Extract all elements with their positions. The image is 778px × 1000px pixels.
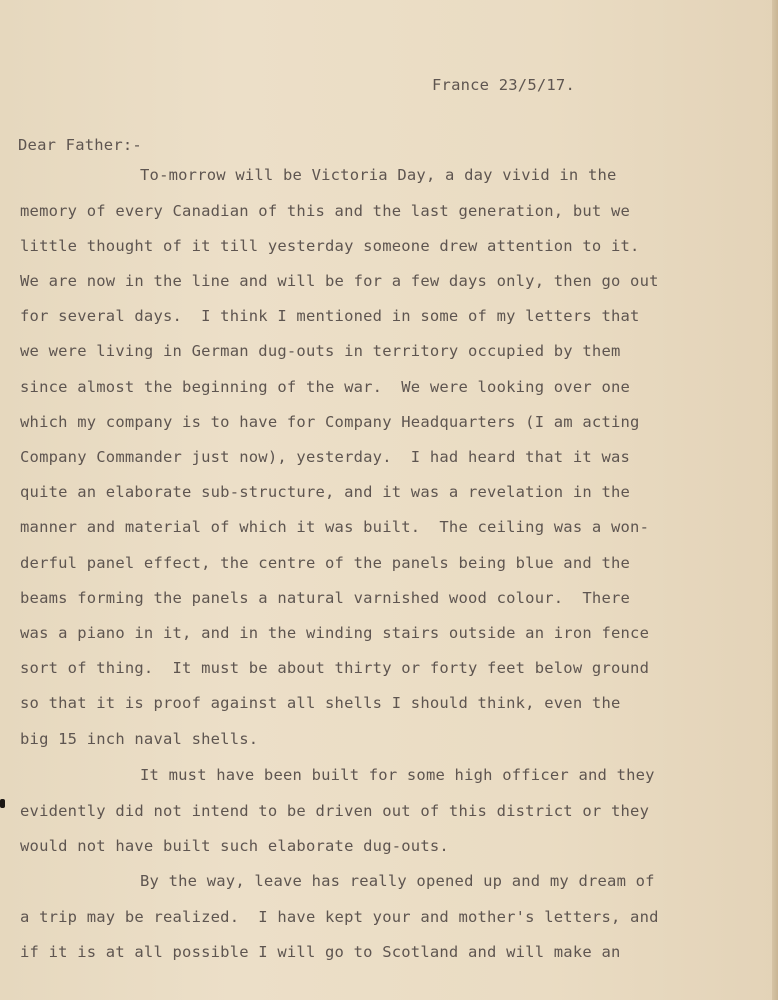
- letter-line: We are now in the line and will be for a few days only, then go out: [20, 272, 659, 290]
- letter-line: derful panel effect, the centre of the panels being blue and the: [20, 554, 631, 572]
- letter-line: was a piano in it, and in the winding stairs outside an iron fence: [20, 624, 650, 642]
- letter-line: if it is at all possible I will go to Scotland and will make an: [20, 943, 621, 961]
- letter-salutation: Dear Father:-: [18, 136, 142, 154]
- letter-line: By the way, leave has really opened up and my dream of: [140, 872, 655, 890]
- letter-line: To-morrow will be Victoria Day, a day vivid in the: [140, 166, 617, 184]
- letter-line: beams forming the panels a natural varnished wood colour. There: [20, 589, 631, 607]
- letter-line: manner and material of which it was built. The ceiling was a won-: [20, 518, 650, 536]
- letter-line: Company Commander just now), yesterday. I had heard that it was: [20, 448, 631, 466]
- letter-line: would not have built such elaborate dug-outs.: [20, 837, 449, 855]
- letter-line: we were living in German dug-outs in territory occupied by them: [20, 342, 621, 360]
- letter-line: a trip may be realized. I have kept your and mother's letters, and: [20, 908, 659, 926]
- letter-line: memory of every Canadian of this and the last generation, but we: [20, 202, 631, 220]
- letter-line: so that it is proof against all shells I should think, even the: [20, 694, 621, 712]
- letter-line: evidently did not intend to be driven out of this district or they: [20, 802, 650, 820]
- letter-dateline: France 23/5/17.: [432, 76, 575, 94]
- letter-line: sort of thing. It must be about thirty or forty feet below ground: [20, 659, 650, 677]
- letter-line: which my company is to have for Company Headquarters (I am acting: [20, 413, 640, 431]
- letter-line: quite an elaborate sub-structure, and it was a revelation in the: [20, 483, 631, 501]
- letter-line: It must have been built for some high officer and they: [140, 766, 655, 784]
- ink-spot: [0, 799, 5, 808]
- letter-line: big 15 inch naval shells.: [20, 730, 259, 748]
- letter-line: little thought of it till yesterday someone drew attention to it.: [20, 237, 640, 255]
- letter-line: since almost the beginning of the war. We were looking over one: [20, 378, 631, 396]
- letter-line: for several days. I think I mentioned in some of my letters that: [20, 307, 640, 325]
